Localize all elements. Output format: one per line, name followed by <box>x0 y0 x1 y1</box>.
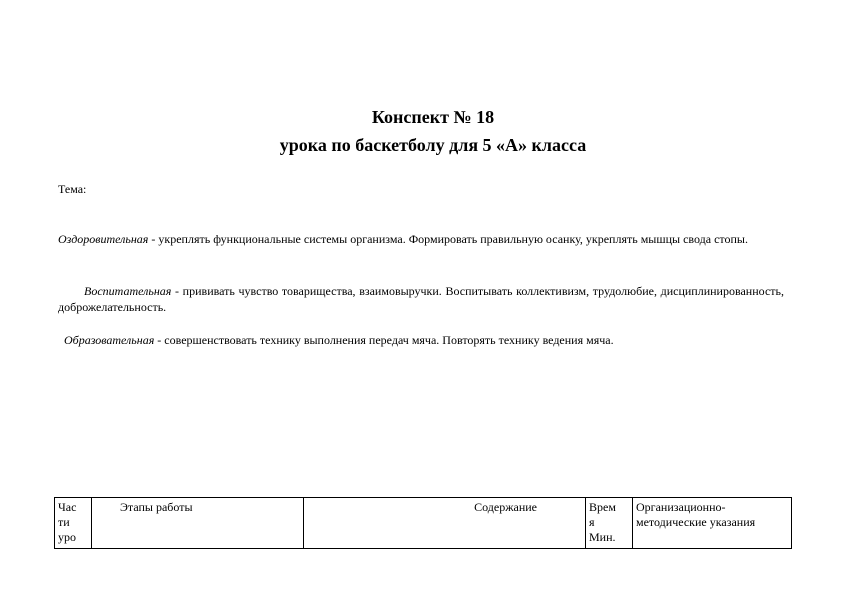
task-health <box>58 231 784 247</box>
header-work-stages: Этапы работы <box>92 498 304 549</box>
header-method-notes: Организационно-методические указания <box>633 498 792 549</box>
document-title: Конспект № 18 <box>371 107 495 127</box>
task-health-name: Оздоровительная <box>58 232 149 246</box>
topic-label: Тема: <box>58 182 87 196</box>
task-upbringing-name: Воспитательная <box>84 284 172 298</box>
document-subtitle: урока по баскетболу для 5 «А» класса <box>279 135 587 155</box>
header-lesson-parts-line1: Час <box>58 500 77 514</box>
header-time-line1: Врем <box>589 500 616 514</box>
header-time-line2: я <box>589 515 595 529</box>
task-educational <box>58 332 784 348</box>
header-content: Содержание <box>304 498 586 549</box>
header-lesson-parts-line3: уро <box>58 530 76 544</box>
task-educational-text: - совершенствовать технику выполнения передач мяча. Повторять технику ведения мяча. <box>154 333 614 347</box>
header-time-line3: Мин. <box>589 530 616 544</box>
lesson-table <box>54 497 792 549</box>
task-upbringing-text: - прививать чувство товарищества, взаимовыручки. Воспитывать коллективизм, трудолюбие, дисциплинированность, доброжелательность. <box>58 284 784 314</box>
header-lesson-parts-line2: ти <box>58 515 70 529</box>
task-health-text: - укреплять функциональные системы организма. Формировать правильную осанку, укреплять мышцы свода стопы. <box>148 232 748 246</box>
task-upbringing <box>58 283 784 315</box>
header-lesson-parts <box>55 498 92 549</box>
table-header-row <box>55 498 792 549</box>
task-educational-name: Образовательная <box>64 333 155 347</box>
header-time <box>586 498 633 549</box>
